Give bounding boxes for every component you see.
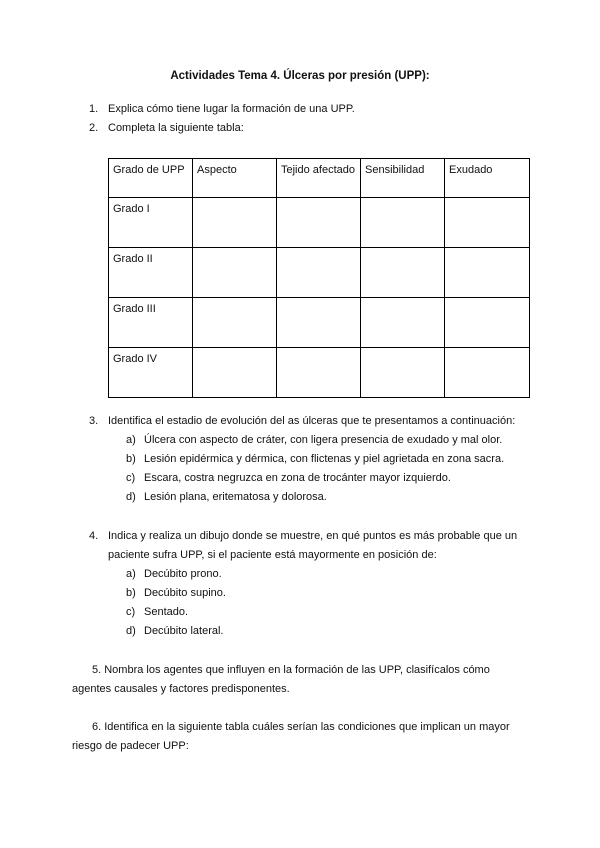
q4-item-a-text: Decúbito prono. bbox=[144, 568, 222, 580]
q6-text-line1: 6. Identifica en la siguiente tabla cuáles serían las condiciones que implican un mayor bbox=[92, 721, 510, 733]
table-cell bbox=[361, 248, 445, 298]
q5-text-line2: agentes causales y factores predisponentes. bbox=[72, 683, 290, 695]
q4-item-c-text: Sentado. bbox=[144, 606, 189, 618]
q3-number: 3. bbox=[89, 415, 99, 427]
q2-number: 2. bbox=[89, 122, 99, 134]
q6-text-line2: riesgo de padecer UPP: bbox=[72, 740, 189, 752]
table-cell bbox=[277, 198, 361, 248]
table-cell bbox=[445, 198, 530, 248]
table-cell bbox=[277, 348, 361, 398]
table-row bbox=[109, 248, 530, 298]
table-header-row bbox=[109, 159, 530, 198]
q1-number: 1. bbox=[89, 103, 99, 115]
table-cell bbox=[445, 348, 530, 398]
table-cell bbox=[445, 298, 530, 348]
table-row bbox=[109, 298, 530, 348]
q3-item-a-text: Úlcera con aspecto de cráter, con ligera presencia de exudado y mal olor. bbox=[144, 434, 503, 446]
header-cell-exudado: Exudado bbox=[445, 159, 530, 198]
table-row bbox=[109, 348, 530, 398]
q1-text: Explica cómo tiene lugar la formación de una UPP. bbox=[108, 103, 355, 115]
q4-item-c-letter: c) bbox=[126, 606, 136, 618]
table-cell bbox=[277, 248, 361, 298]
q2-text: Completa la siguiente tabla: bbox=[108, 122, 244, 134]
q4-item-d-letter: d) bbox=[126, 625, 136, 637]
q4-text-line2: paciente sufra UPP, si el paciente está mayormente en posición de: bbox=[108, 549, 437, 561]
q3-item-b-letter: b) bbox=[126, 453, 136, 465]
header-cell-aspecto: Aspecto bbox=[193, 159, 277, 198]
table-cell bbox=[193, 348, 277, 398]
q5-text-line1: 5. Nombra los agentes que influyen en la formación de las UPP, clasifícalos cómo bbox=[92, 664, 490, 676]
row-label: Grado IV bbox=[109, 348, 193, 398]
header-cell-grado: Grado de UPP bbox=[109, 159, 193, 198]
table-cell bbox=[361, 198, 445, 248]
row-label: Grado II bbox=[109, 248, 193, 298]
q4-text-line1: Indica y realiza un dibujo donde se muestre, en qué puntos es más probable que un bbox=[108, 530, 518, 542]
table-cell bbox=[193, 198, 277, 248]
row-label: Grado I bbox=[109, 198, 193, 248]
table-cell bbox=[277, 298, 361, 348]
q4-item-d-text: Decúbito lateral. bbox=[144, 625, 224, 637]
table-cell bbox=[193, 248, 277, 298]
table-cell bbox=[445, 248, 530, 298]
upp-grades-table bbox=[108, 158, 530, 398]
table-cell bbox=[361, 298, 445, 348]
q4-number: 4. bbox=[89, 530, 99, 542]
q3-item-b-text: Lesión epidérmica y dérmica, con flictenas y piel agrietada en zona sacra. bbox=[144, 453, 505, 465]
q4-item-b-text: Decúbito supino. bbox=[144, 587, 226, 599]
table-cell bbox=[193, 298, 277, 348]
table-row bbox=[109, 198, 530, 248]
q3-item-d-text: Lesión plana, eritematosa y dolorosa. bbox=[144, 491, 327, 503]
q3-item-c-letter: c) bbox=[126, 472, 136, 484]
page-title: Actividades Tema 4. Úlceras por presión (UPP): bbox=[170, 70, 430, 82]
q4-item-b-letter: b) bbox=[126, 587, 136, 599]
q3-item-d-letter: d) bbox=[126, 491, 136, 503]
row-label: Grado III bbox=[109, 298, 193, 348]
header-cell-sensibilidad: Sensibilidad bbox=[361, 159, 445, 198]
q3-text: Identifica el estadio de evolución del as úlceras que te presentamos a continuación: bbox=[108, 415, 516, 427]
q4-item-a-letter: a) bbox=[126, 568, 136, 580]
header-cell-tejido: Tejido afectado bbox=[277, 159, 361, 198]
q3-item-a-letter: a) bbox=[126, 434, 136, 446]
q3-item-c-text: Escara, costra negruzca en zona de trocánter mayor izquierdo. bbox=[144, 472, 451, 484]
table-cell bbox=[361, 348, 445, 398]
